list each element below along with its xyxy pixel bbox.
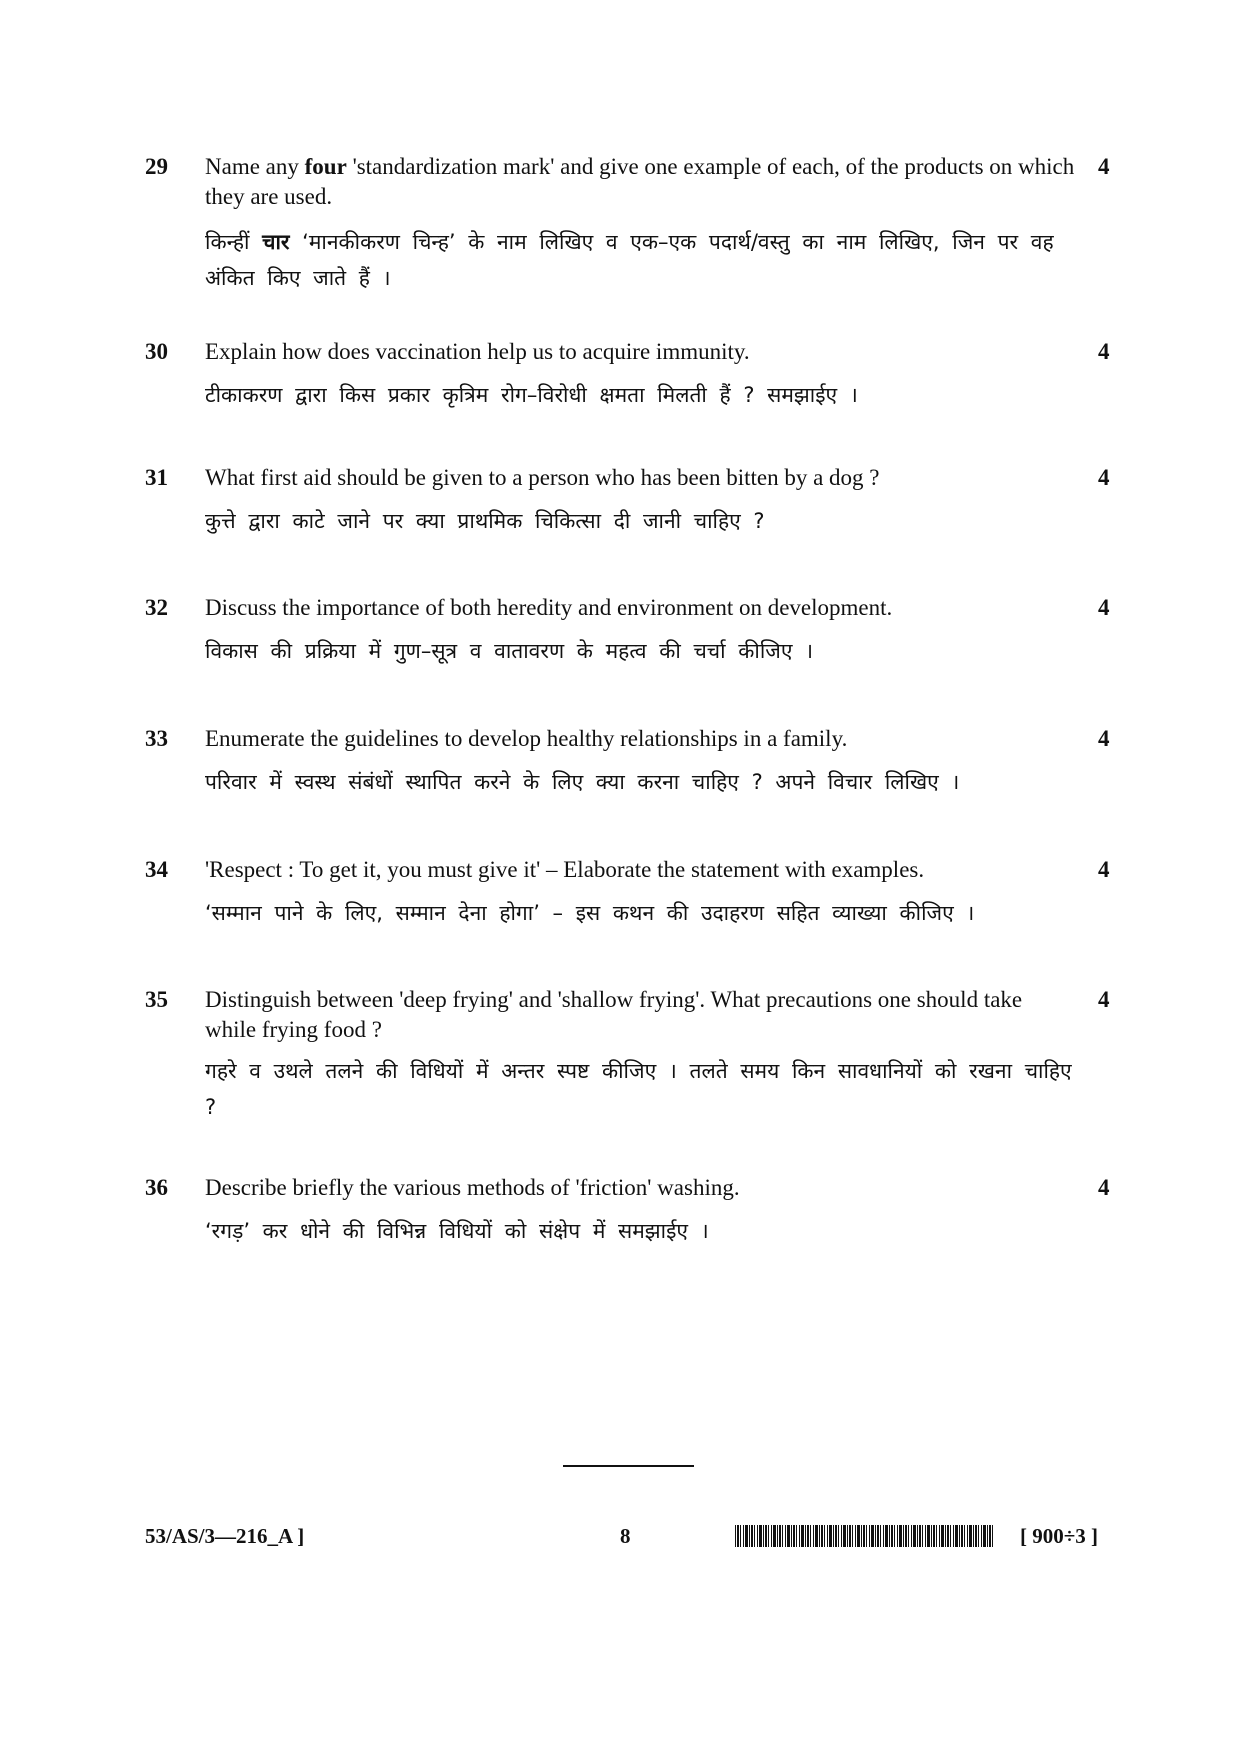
question-marks: 4: [1098, 1175, 1110, 1200]
question-marks: 4: [1098, 339, 1110, 364]
question-marks: 4: [1098, 154, 1110, 179]
question-text-hindi: गहरे व उथले तलने की विधियों में अन्तर स्पष्ट कीजिए । तलते समय किन सावधानियों को रखना चाहिए ?: [205, 1059, 1072, 1119]
question-text-hindi: किन्हीं चार ‘मानकीकरण चिन्ह’ के नाम लिखिए व एक–एक पदार्थ/वस्तु का नाम लिखिए, जिन पर वह अंकित किए जाते हैं ।: [205, 230, 1054, 290]
page-number: 8: [620, 1524, 631, 1548]
question-number: 32: [145, 595, 168, 620]
end-divider: [563, 1465, 694, 1467]
question-number: 29: [145, 154, 168, 179]
paper-code: 53/AS/3—216_A ]: [145, 1524, 305, 1548]
question-marks: 4: [1098, 726, 1110, 751]
print-count: [ 900÷3 ]: [1020, 1524, 1099, 1548]
question-text-english: Describe briefly the various methods of 'friction' washing.: [205, 1175, 740, 1200]
question-marks: 4: [1098, 595, 1110, 620]
question-number: 35: [145, 987, 168, 1012]
question-marks: 4: [1098, 987, 1110, 1012]
question-text-hindi: विकास की प्रक्रिया में गुण–सूत्र व वातावरण के महत्व की चर्चा कीजिए ।: [205, 639, 814, 663]
question-number: 31: [145, 465, 168, 490]
question-text-hindi: ‘रगड़’ कर धोने की विभिन्न विधियों को संक्षेप में समझाईए ।: [205, 1219, 709, 1243]
question-marks: 4: [1098, 465, 1110, 490]
question-marks: 4: [1098, 857, 1110, 882]
question-text-english: What first aid should be given to a person who has been bitten by a dog ?: [205, 465, 880, 490]
question-number: 36: [145, 1175, 168, 1200]
question-text-english: Discuss the importance of both heredity and environment on development.: [205, 595, 893, 620]
question-text-hindi: परिवार में स्वस्थ संबंधों स्थापित करने के लिए क्या करना चाहिए ? अपने विचार लिखिए ।: [205, 770, 960, 794]
question-number: 30: [145, 339, 168, 364]
question-text-english: Distinguish between 'deep frying' and 'shallow frying'. What precautions one should take while frying food ?: [205, 987, 1023, 1042]
question-text-english: 'Respect : To get it, you must give it' – Elaborate the statement with examples.: [205, 857, 925, 882]
question-number: 33: [145, 726, 168, 751]
question-number: 34: [145, 857, 168, 882]
question-text-english: Explain how does vaccination help us to acquire immunity.: [205, 339, 750, 364]
question-text-english: Enumerate the guidelines to develop healthy relationships in a family.: [205, 726, 848, 751]
question-text-hindi: ‘सम्मान पाने के लिए, सम्मान देना होगा’ – इस कथन की उदाहरण सहित व्याख्या कीजिए ।: [205, 901, 975, 925]
question-text-hindi: कुत्ते द्वारा काटे जाने पर क्या प्राथमिक चिकित्सा दी जानी चाहिए ?: [205, 509, 765, 533]
question-text-english: Name any four 'standardization mark' and give one example of each, of the products on which they are used.: [205, 154, 1075, 209]
question-text-hindi: टीकाकरण द्वारा किस प्रकार कृत्रिम रोग–विरोधी क्षमता मिलती हैं ? समझाईए ।: [205, 383, 858, 407]
barcode: [735, 1525, 993, 1547]
